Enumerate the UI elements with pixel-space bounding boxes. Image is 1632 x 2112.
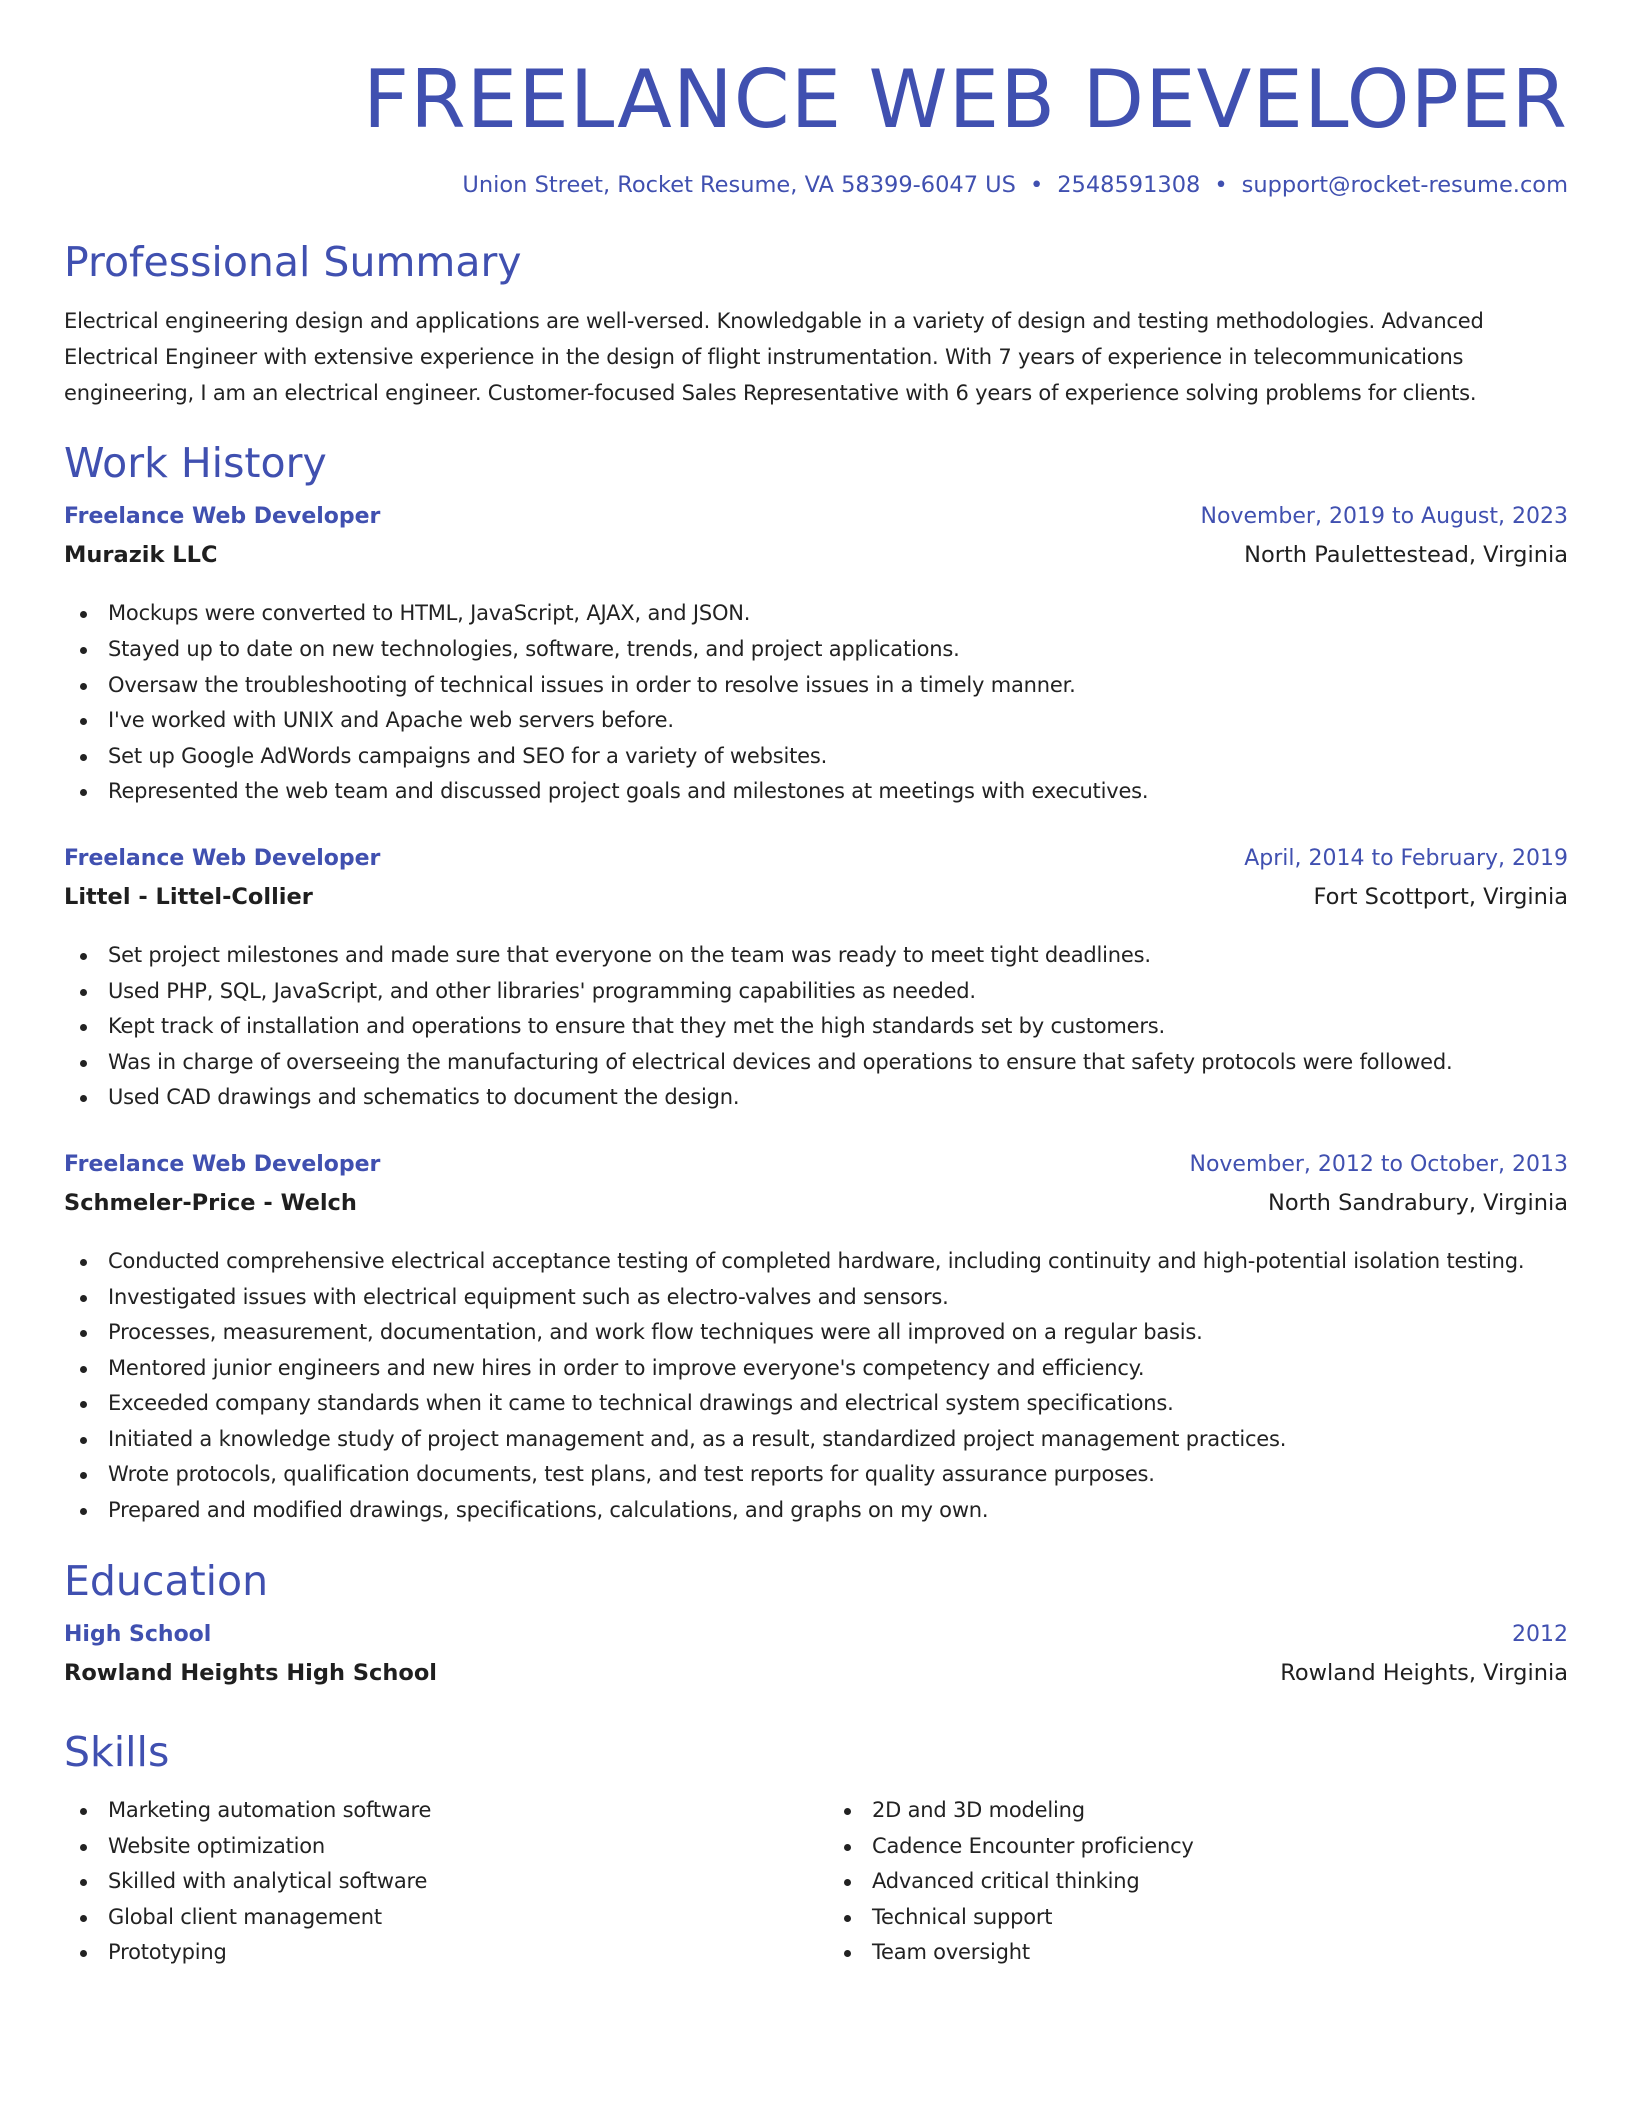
- job-bullet: Oversaw the troubleshooting of technical issues in order to resolve issues in a timely manner.: [64, 668, 1568, 704]
- job-dates: April, 2014 to February, 2019: [1244, 845, 1568, 871]
- job-location: North Paulettestead, Virginia: [1244, 542, 1568, 569]
- job-dates: November, 2012 to October, 2013: [1189, 1151, 1568, 1177]
- education-school: Rowland Heights High School: [64, 1659, 438, 1686]
- job-bullet: Kept track of installation and operations to ensure that they met the high standards set by customers.: [64, 1009, 1568, 1045]
- job-role: Freelance Web Developer: [64, 504, 381, 530]
- skill-item: 2D and 3D modeling: [828, 1793, 1568, 1829]
- skill-item: Prototyping: [64, 1935, 816, 1971]
- job-bullet: Set up Google AdWords campaigns and SEO for a variety of websites.: [64, 739, 1568, 775]
- job-bullets: [64, 938, 1568, 1116]
- job-bullet: Initiated a knowledge study of project management and, as a result, standardized project management practices.: [64, 1422, 1568, 1458]
- job-bullet: Conducted comprehensive electrical acceptance testing of completed hardware, including continuity and high-potential isolation testing.: [64, 1244, 1568, 1280]
- job-bullet: Stayed up to date on new technologies, software, trends, and project applications.: [64, 632, 1568, 668]
- skills-column-left: [64, 1793, 816, 1971]
- skills-column-right: [816, 1793, 1568, 1971]
- job-bullets: [64, 1244, 1568, 1529]
- education-year: 2012: [1512, 1621, 1568, 1647]
- job-bullet: Used CAD drawings and schematics to document the design.: [64, 1080, 1568, 1116]
- job-location: Fort Scottport, Virginia: [1313, 883, 1568, 910]
- skills-list: [64, 1793, 1568, 1971]
- skill-item: Cadence Encounter proficiency: [828, 1829, 1568, 1865]
- job-bullet: Exceeded company standards when it came to technical drawings and electrical system specifications.: [64, 1386, 1568, 1422]
- job-company: Murazik LLC: [64, 542, 218, 569]
- skill-item: Marketing automation software: [64, 1793, 816, 1829]
- job-role: Freelance Web Developer: [64, 845, 381, 871]
- contact-email[interactable]: support@rocket-resume.com: [1241, 172, 1568, 198]
- skill-item: Advanced critical thinking: [828, 1864, 1568, 1900]
- section-title-summary: Professional Summary: [64, 238, 522, 286]
- job-bullet: Represented the web team and discussed project goals and milestones at meetings with executives.: [64, 774, 1568, 810]
- contact-separator: •: [1029, 172, 1044, 198]
- job-bullet: Used PHP, SQL, JavaScript, and other libraries' programming capabilities as needed.: [64, 974, 1568, 1010]
- candidate-name: FREELANCE WEB DEVELOPER: [363, 53, 1568, 146]
- job-bullet: Set project milestones and made sure that everyone on the team was ready to meet tight deadlines.: [64, 938, 1568, 974]
- summary-text: Electrical engineering design and applications are well-versed. Knowledgable in a variety of design and testing methodologies. Advanced Electrical Engineer with extensive experience in the design of flight instrumentation. With 7 years of experience in telecommunications engineering, I am an electrical engineer. Customer-focused Sales Representative with 6 years of experience solving problems for clients.: [64, 309, 1484, 406]
- job-bullet: Prepared and modified drawings, specifications, calculations, and graphs on my own.: [64, 1493, 1568, 1529]
- job-company: Schmeler-Price - Welch: [64, 1189, 357, 1216]
- skill-item: Global client management: [64, 1900, 816, 1936]
- job-bullets: [64, 596, 1568, 810]
- contact-address: Union Street, Rocket Resume, VA 58399-6047 US: [462, 172, 1016, 198]
- job-bullet: Mockups were converted to HTML, JavaScript, AJAX, and JSON.: [64, 596, 1568, 632]
- skill-item: Skilled with analytical software: [64, 1864, 816, 1900]
- section-title-work-history: Work History: [64, 439, 327, 488]
- job-bullet: Wrote protocols, qualification documents, test plans, and test reports for quality assurance purposes.: [64, 1457, 1568, 1493]
- education-entry: [64, 1622, 1568, 1698]
- education-location: Rowland Heights, Virginia: [1280, 1659, 1568, 1686]
- contact-line: [64, 172, 1568, 198]
- job-bullet: Investigated issues with electrical equipment such as electro-valves and sensors.: [64, 1280, 1568, 1316]
- job-bullet: Was in charge of overseeing the manufacturing of electrical devices and operations to ensure that safety protocols were followed.: [64, 1045, 1568, 1081]
- job-location: North Sandrabury, Virginia: [1268, 1189, 1568, 1216]
- education-degree: High School: [64, 1621, 212, 1647]
- job-entry: [64, 846, 1568, 1116]
- job-entry: [64, 504, 1568, 810]
- section-title-education: Education: [64, 1556, 269, 1605]
- job-bullet: Processes, measurement, documentation, and work flow techniques were all improved on a regular basis.: [64, 1315, 1568, 1351]
- skill-item: Team oversight: [828, 1935, 1568, 1971]
- job-entry: [64, 1152, 1568, 1529]
- contact-separator: •: [1214, 172, 1228, 198]
- contact-phone: 2548591308: [1057, 172, 1201, 198]
- section-title-skills: Skills: [64, 1727, 170, 1776]
- job-role: Freelance Web Developer: [64, 1151, 381, 1177]
- skill-item: Technical support: [828, 1900, 1568, 1936]
- skill-item: Website optimization: [64, 1829, 816, 1865]
- job-company: Littel - Littel-Collier: [64, 883, 313, 910]
- job-bullet: Mentored junior engineers and new hires in order to improve everyone's competency and efficiency.: [64, 1351, 1568, 1387]
- job-dates: November, 2019 to August, 2023: [1200, 504, 1568, 530]
- job-bullet: I've worked with UNIX and Apache web servers before.: [64, 703, 1568, 739]
